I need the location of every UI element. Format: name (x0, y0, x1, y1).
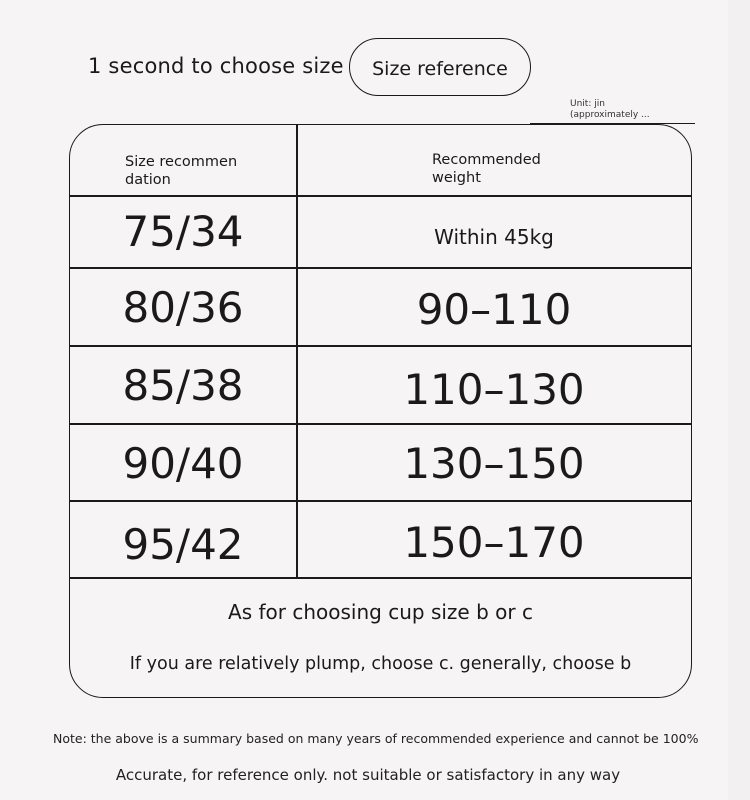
weight-cell: 90–110 (416, 284, 572, 334)
disclaimer-line-2: Accurate, for reference only. not suitable or satisfactory in any way (115, 766, 621, 784)
size-reference-button[interactable] (349, 38, 531, 96)
unit-note: Unit: jin (approximately ... (570, 99, 650, 120)
size-cell: 75/34 (122, 207, 244, 256)
weight-cell: Within 45kg (434, 224, 554, 249)
cup-size-advice: If you are relatively plump, choose c. generally, choose b (129, 654, 632, 674)
size-cell: 85/38 (122, 360, 244, 410)
size-cell: 95/42 (122, 519, 244, 569)
weight-cell: 150–170 (403, 517, 585, 567)
header-weight: Recommended weight (432, 152, 541, 186)
weight-cell: 110–130 (403, 364, 585, 414)
size-cell: 80/36 (122, 282, 244, 332)
header-size: Size recommen dation (125, 154, 238, 188)
page-title: 1 second to choose size (88, 54, 344, 78)
disclaimer-line-1: Note: the above is a summary based on many years of recommended experience and cannot be 100% (53, 731, 699, 746)
size-cell: 90/40 (122, 438, 244, 488)
size-reference-label: Size reference (372, 57, 508, 80)
cup-size-title: As for choosing cup size b or c (228, 600, 533, 624)
weight-cell: 130–150 (403, 438, 585, 488)
